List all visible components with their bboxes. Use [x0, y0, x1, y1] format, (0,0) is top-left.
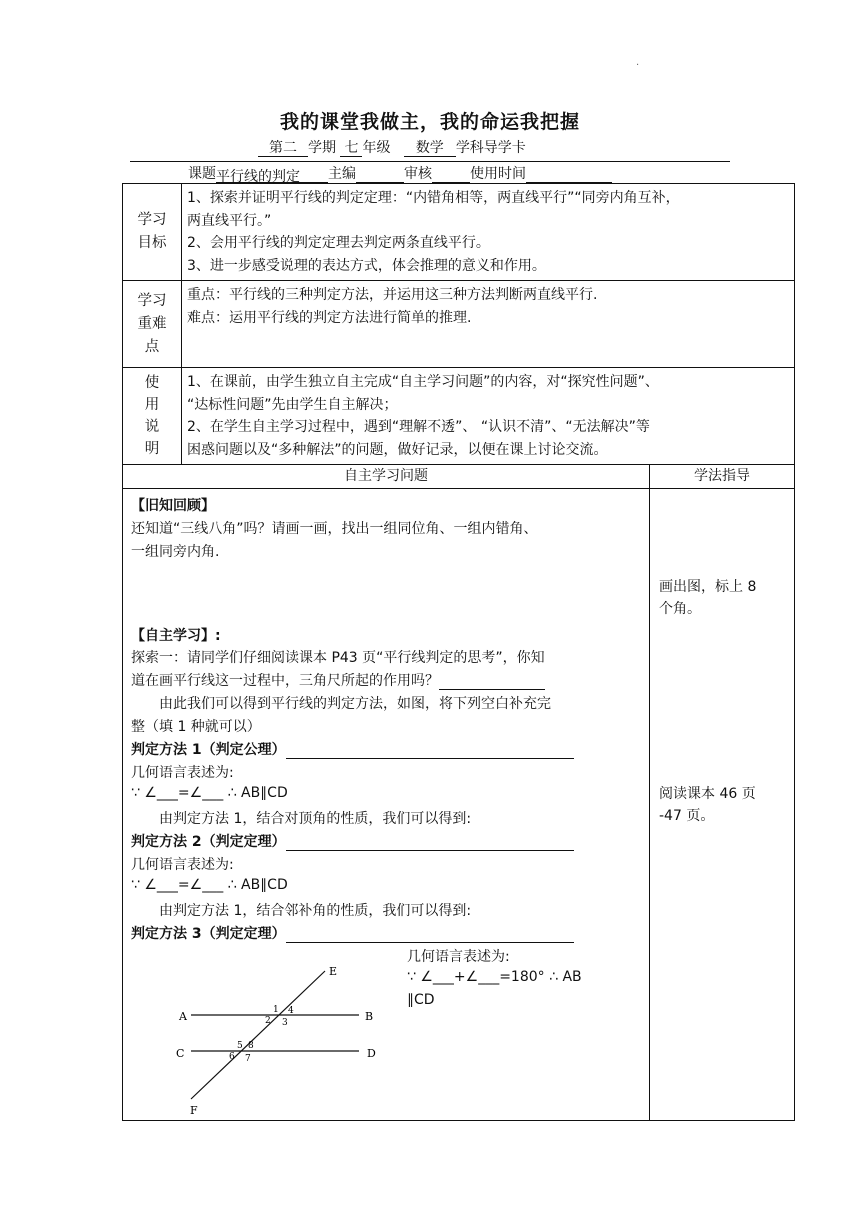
usage-text [182, 368, 795, 465]
point-label: B [365, 1010, 374, 1023]
review-line: 一组同旁内角. [131, 544, 220, 560]
angle-label: 4 [288, 1006, 294, 1016]
header-rule [130, 161, 730, 162]
page-title: 我的课堂我做主，我的命运我把握 [279, 111, 580, 133]
geo-expression: ∵ ∠___=∠___ ∴ AB∥CD [131, 785, 288, 801]
keypoints-row [123, 281, 795, 368]
geo-label: 几何语言表述为: [407, 949, 510, 965]
guide-cell [650, 489, 795, 1121]
method2-blank[interactable] [286, 835, 574, 851]
method1-blank[interactable] [286, 743, 574, 759]
point-label: D [367, 1047, 376, 1060]
angle-label: 7 [245, 1054, 251, 1064]
parallel-lines-figure [171, 959, 401, 1119]
usetime-label: 使用时间 [470, 166, 526, 182]
column-header-row [123, 465, 795, 489]
column-header-right: 学法指导 [650, 465, 795, 489]
angle-label: 6 [229, 1052, 235, 1062]
usage-line: 1、在课前，由学生独立自主完成“自主学习问题”的内容，对“探究性问题”、 [187, 374, 659, 390]
point-label: E [329, 965, 338, 978]
explore-line: 道在画平行线这一过程中，三角尺所起的作用吗？ [131, 670, 545, 690]
from-adjacent-line: 由判定方法 1，结合邻补角的性质，我们可以得到: [159, 903, 472, 919]
objectives-row [123, 184, 795, 281]
objective-line: 1、探索并证明平行线的判定定理：“内错角相等，两直线平行”“同旁内角互补， [187, 190, 680, 206]
page-dot: · [636, 60, 640, 71]
content-cell [123, 489, 650, 1121]
topic-label: 课题 [188, 166, 216, 182]
semester-value: 第二 [258, 140, 308, 157]
point-label: A [179, 1010, 187, 1023]
editor-label: 主编 [328, 166, 356, 182]
derive-line: 整（填 1 种就可以） [131, 719, 261, 735]
objectives-label: 学习 目标 [123, 184, 182, 281]
semester-label: 学期 [308, 140, 336, 156]
usage-line: “达标性问题”先由学生自主解决； [187, 396, 398, 413]
grade-label: 年级 [362, 140, 391, 156]
from-vertical-line: 由判定方法 1，结合对顶角的性质，我们可以得到: [159, 811, 472, 827]
study-guide-table [122, 183, 795, 1121]
transversal-ef [191, 971, 325, 1099]
reviewer-label: 审核 [404, 166, 432, 182]
angle-label: 5 [237, 1041, 243, 1051]
angle-label: 3 [282, 1018, 288, 1028]
answer-blank[interactable] [439, 674, 545, 690]
keypoint-line: 重点：平行线的三种判定方法，并运用这三种方法判断两直线平行. [187, 287, 598, 303]
angle-label: 8 [248, 1041, 254, 1051]
usage-line: 2、在学生自主学习过程中，遇到“理解不透”、 “认识不清”、“无法解决”等 [187, 419, 650, 435]
point-label: C [176, 1047, 185, 1060]
objective-line: 3、进一步感受说理的表达方式，体会推理的意义和作用。 [187, 257, 546, 274]
topic-blank [300, 166, 328, 183]
reviewer-blank [432, 166, 470, 183]
keypoints-label: 学习 重难 点 [123, 281, 182, 368]
geo-label: 几何语言表述为: [131, 857, 234, 873]
grade-value: 七 [340, 140, 362, 157]
derive-line: 由此我们可以得到平行线的判定方法，如图，将下列空白补充完 [159, 696, 551, 712]
keypoint-line: 难点：运用平行线的判定方法进行简单的推理. [187, 309, 472, 326]
geo-label: 几何语言表述为: [131, 765, 234, 781]
usetime-blank [526, 166, 612, 183]
content-row [123, 489, 795, 1121]
keypoints-text [182, 281, 795, 368]
subject-label: 学科导学卡 [455, 140, 526, 156]
objective-line: 两直线平行。” [187, 212, 272, 229]
subject-value: 数学 [404, 140, 456, 157]
column-header-left: 自主学习问题 [123, 465, 650, 489]
self-study-heading: 【自主学习】: [131, 628, 221, 644]
geo-expression-3-cont: ∥CD [407, 992, 435, 1008]
usage-label: 使 用 说 明 [123, 368, 182, 465]
angle-label: 2 [265, 1016, 271, 1026]
objectives-text [182, 184, 795, 281]
guide-tip-draw: 画出图，标上 8 个角。 [659, 579, 757, 617]
geo-expression-3: ∵ ∠___+∠___=180° ∴ AB [407, 969, 582, 985]
method2-line: 判定方法 2（判定定理） [131, 831, 574, 851]
editor-blank [356, 166, 404, 183]
method3-blank[interactable] [286, 927, 574, 943]
topic-value: 平行线的判定 [216, 166, 300, 183]
guide-tip-read: 阅读课本 46 页 -47 页。 [659, 786, 756, 824]
method1-line: 判定方法 1（判定公理） [131, 739, 574, 759]
method3-line: 判定方法 3（判定定理） [131, 923, 574, 943]
point-label: F [190, 1104, 198, 1117]
objective-line: 2、会用平行线的判定定理去判定两条直线平行。 [187, 235, 490, 251]
topic-line [188, 163, 612, 183]
geo-expression: ∵ ∠___=∠___ ∴ AB∥CD [131, 877, 288, 893]
review-line: 还知道“三线八角”吗？请画一画，找出一组同位角、一组内错角、 [131, 521, 538, 537]
usage-row [123, 368, 795, 465]
course-info-line [258, 137, 526, 157]
explore-line: 探索一：请同学们仔细阅读课本 P43 页“平行线判定的思考”，你知 [131, 650, 545, 666]
angle-label: 1 [273, 1005, 279, 1015]
review-heading: 【旧知回顾】 [131, 498, 215, 514]
usage-line: 困惑问题以及“多种解法”的问题，做好记录，以便在课上讨论交流。 [187, 441, 608, 458]
